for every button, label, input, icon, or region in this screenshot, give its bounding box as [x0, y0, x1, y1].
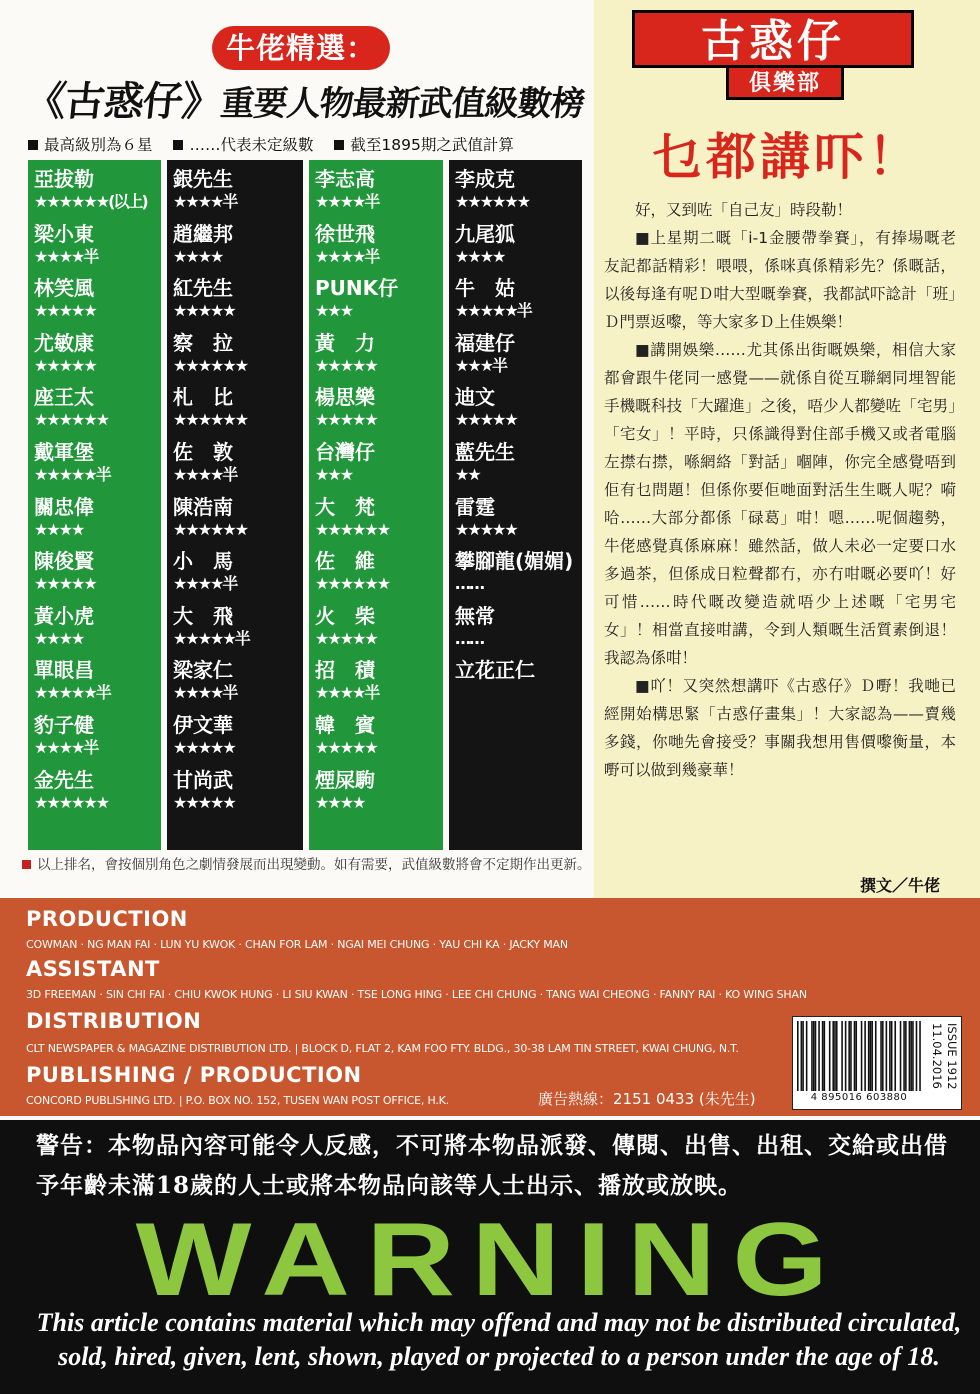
character-name: 關忠偉	[34, 494, 94, 519]
star-rating: ★★★★★	[173, 301, 235, 321]
credit-heading-production: PRODUCTION	[26, 907, 188, 931]
star-rating: ★★★★★★	[173, 410, 248, 430]
barcode-bar	[912, 1021, 914, 1091]
star-rating: ★★★★★半	[173, 628, 249, 648]
ranking-entry	[28, 221, 161, 275]
character-name: 亞拔勒	[34, 167, 94, 191]
character-name: 黃小虎	[34, 603, 94, 628]
issue-number: ISSUE 1912	[945, 1023, 959, 1090]
ad-hotline: 廣告熱線：2151 0433 (朱先生)	[538, 1090, 756, 1108]
character-name: 單眼昌	[34, 658, 94, 683]
ranking-entry	[167, 548, 303, 602]
ranking-entry	[28, 166, 161, 220]
character-name: 牛 姑	[455, 276, 515, 301]
ranking-entry	[28, 439, 161, 493]
ranking-entry	[449, 221, 582, 275]
ranking-entry	[167, 439, 303, 493]
article-paragraph: ■講開娛樂……尤其係出街嘅娛樂，相信大家都會跟牛佬同一感覺——就係自從互聯網同埋智能手機嘅科技「大躍進」之後，唔少人都變咗「宅男」「宅女」！平時，只係識得對住部手機又或者電腦左㩒右㩒，喺網絡「對話」嗰陣，你完全感覺唔到佢有乜問題！但係你要佢哋面對活生生嘅人呢？嗬哈……大部分都係「碌葛」咁！嗯……呢個趨勢，牛佬感覺真係麻麻！雖然話，做人未必一定要口水多過茶，但係成日粒聲都冇，亦冇咁嘅必要吖！好可惜……時代嘅改變造就唔少上述嘅「宅男宅女」！相當直接咁講，令到人類嘅生活質素倒退！我認為係咁！	[604, 341, 956, 667]
character-name: 銀先生	[173, 167, 233, 191]
star-rating: ★★★★★	[34, 301, 96, 321]
star-rating: ★★★★★★	[315, 519, 390, 539]
character-name: 伊文華	[173, 713, 233, 737]
star-rating: ★★★★半	[173, 574, 237, 594]
footnote-text: 以上排名，會按個別角色之劇情發展而出現變動。如有需要，武值級數將會不定期作出更新。	[37, 857, 591, 873]
barcode-bar	[802, 1021, 804, 1091]
character-name: 佐 敦	[173, 440, 233, 464]
star-rating: ……	[455, 574, 483, 594]
barcode-bar	[909, 1021, 911, 1091]
character-name: 豹子健	[34, 713, 94, 737]
issue-label	[925, 1021, 957, 1105]
barcode-digits: 4 895016 603880	[810, 1092, 908, 1103]
barcode-bar	[891, 1021, 893, 1091]
ranking-entry	[28, 548, 161, 602]
star-rating: ★★★★★	[315, 355, 377, 375]
character-name: 福建仔	[455, 330, 515, 355]
star-rating: ★★★★半	[173, 683, 237, 703]
star-rating: ★★★★半	[173, 465, 237, 484]
square-bullet-icon	[28, 140, 38, 150]
ranking-entry	[167, 275, 303, 329]
square-bullet-icon	[22, 860, 31, 869]
title-rest: 重要人物最新武值級數榜	[218, 84, 586, 124]
star-rating: ★★★★★半	[455, 301, 531, 321]
ranking-entry	[167, 384, 303, 438]
barcode-bar	[910, 1021, 912, 1091]
barcode-bar	[822, 1021, 824, 1091]
character-name: 陳俊賢	[34, 549, 94, 574]
star-rating: ★★★★半	[315, 246, 379, 266]
note-2: ……代表未定級數	[189, 136, 314, 154]
character-name: 立花正仁	[455, 658, 535, 683]
ranking-entry	[449, 494, 582, 548]
ranking-entry	[449, 657, 582, 711]
star-rating: ★★★★	[315, 792, 365, 812]
ranking-entry	[167, 657, 303, 711]
article-paragraph: ■上星期二嘅「i-1金腰帶拳賽」，有捧場嘅老友記都話精彩！喂喂，係咪真係精彩先？係嘅話，以後每逢有呢Ｄ咁大型嘅拳賽，我都試吓諗計「班」Ｄ門票返嚟，等大家多Ｄ上佳娛樂！	[604, 229, 956, 331]
barcode-bar	[919, 1021, 921, 1091]
ranking-entry	[167, 603, 303, 657]
character-name: 黃 力	[315, 330, 375, 355]
barcode-bar	[871, 1021, 873, 1091]
star-rating: ★★★半	[455, 355, 507, 375]
star-rating: ★★★★★	[173, 738, 235, 757]
barcode-bar	[900, 1021, 902, 1091]
ranking-entry	[28, 767, 161, 821]
ranking-entry	[309, 439, 443, 493]
ranking-entry	[449, 384, 582, 438]
character-name: 大 梵	[315, 494, 375, 519]
ranking-entry	[28, 330, 161, 384]
barcode-bar	[811, 1021, 813, 1091]
barcode-bar	[870, 1021, 872, 1091]
star-rating: ★★★★★	[455, 519, 517, 539]
ranking-column-4	[449, 160, 582, 850]
barcode-bar	[845, 1021, 847, 1091]
ranking-entry	[449, 548, 582, 602]
star-rating: ★★★★半	[34, 246, 98, 266]
star-rating: ★★★★★★	[173, 519, 248, 539]
ranking-entry	[309, 384, 443, 438]
ranking-entry	[309, 657, 443, 711]
star-rating: ★★★★★	[315, 628, 377, 648]
star-rating: ★★★★★★	[455, 192, 530, 211]
barcode-bar	[848, 1021, 850, 1091]
barcode-bar	[818, 1021, 820, 1091]
ranking-entry	[309, 603, 443, 657]
star-rating: ★★★★半	[34, 738, 98, 757]
barcode-bar	[824, 1021, 826, 1091]
ranking-entry	[309, 275, 443, 329]
character-name: 趙繼邦	[173, 221, 233, 246]
square-bullet-icon	[173, 140, 183, 150]
star-rating: ★★★★★	[34, 574, 96, 594]
barcode-bar	[832, 1021, 834, 1091]
ranking-entry	[28, 712, 161, 766]
ranking-entry	[309, 767, 443, 821]
credit-heading-publishing: PUBLISHING / PRODUCTION	[26, 1063, 362, 1087]
byline: 撰文／牛佬	[859, 876, 940, 895]
star-rating: ★★★★★	[315, 410, 377, 430]
credit-line-assistant: 3D FREEMAN · SIN CHI FAI · CHIU KWOK HUNG · LI SIU KWAN · TSE LONG HING · LEE CHI CHUNG · TANG WAI CHEONG · FANNY RAI · KO WING SHAN	[26, 988, 807, 1001]
club-logo: 古惑仔	[632, 10, 914, 68]
ranking-entry	[167, 767, 303, 821]
warning-chinese: 警告：本物品內容可能令人反感，不可將本物品派發、傳閱、出售、出租、交給或出借予年齡未滿18歲的人士或將本物品向該等人士出示、播放或放映。	[36, 1132, 948, 1199]
ranking-entry	[309, 221, 443, 275]
character-name: 札 比	[173, 385, 233, 410]
barcode-bar	[829, 1021, 831, 1091]
character-name: PUNK仔	[315, 276, 399, 301]
character-name: 韓 賓	[315, 713, 375, 737]
warning-title: WARNING	[135, 1202, 845, 1318]
character-name: 佐 維	[315, 549, 375, 574]
barcode-bar	[801, 1021, 803, 1091]
ranking-entry	[167, 712, 303, 766]
character-name: 楊思樂	[315, 385, 375, 410]
character-name: 金先生	[34, 767, 94, 792]
barcode-bar	[886, 1021, 888, 1091]
character-name: 戴軍堡	[34, 440, 94, 464]
barcode-bar	[880, 1021, 882, 1091]
note-1: 最高級別為６星	[44, 136, 153, 154]
barcode-bar	[882, 1021, 884, 1091]
note-3: 截至1895期之武值計算	[350, 136, 514, 154]
barcode-bar	[797, 1021, 799, 1091]
ranking-entry	[167, 166, 303, 220]
character-name: 李志高	[315, 167, 375, 191]
barcode-bar	[806, 1021, 808, 1091]
star-rating: ★★★★★半	[34, 465, 110, 484]
character-name: 梁小東	[34, 221, 94, 246]
ranking-entry	[449, 439, 582, 493]
barcode-bar	[864, 1021, 866, 1091]
barcode-bar	[868, 1021, 870, 1091]
title-italic: 《古惑仔》	[23, 79, 224, 125]
ranking-entry	[449, 166, 582, 220]
star-rating: ★★★★半	[315, 192, 379, 211]
ranking-entry	[309, 548, 443, 602]
star-rating: ★★★	[315, 465, 353, 484]
barcode-bar	[861, 1021, 863, 1091]
article-paragraph: 好，又到咗「自己友」時段勒！	[635, 201, 853, 219]
star-rating: ★★★★★	[173, 792, 235, 812]
issue-date: 11.04.2016	[930, 1023, 944, 1089]
star-rating: ★★★★	[455, 246, 505, 266]
character-name: 甘尚武	[173, 767, 233, 792]
barcode	[792, 1016, 962, 1110]
character-name: 尤敏康	[34, 330, 94, 355]
character-name: 小 馬	[173, 549, 233, 574]
character-name: 李成克	[455, 167, 515, 191]
ranking-entry	[309, 166, 443, 220]
character-name: 林笑風	[34, 276, 94, 301]
star-rating: ★★★★半	[173, 192, 237, 211]
ranking-entry	[449, 603, 582, 657]
character-name: 陳浩南	[173, 494, 233, 519]
ranking-entry	[309, 712, 443, 766]
ranking-entry	[28, 494, 161, 548]
barcode-bar	[875, 1021, 877, 1091]
character-name: 大 飛	[173, 603, 233, 628]
barcode-bar	[889, 1021, 891, 1091]
credit-line-distribution: CLT NEWSPAPER & MAGAZINE DISTRIBUTION LTD. | BLOCK D, FLAT 2, KAM FOO FTY. BLDG., 30-38 LAM TIN STREET, KWAI CHUNG, N.T.	[26, 1042, 739, 1055]
ranking-footnote	[22, 856, 592, 896]
character-name: 九尾狐	[455, 221, 515, 246]
ranking-entry	[28, 657, 161, 711]
column-headline: 乜都講吓！	[652, 128, 922, 186]
square-bullet-icon	[334, 140, 344, 150]
barcode-bars-icon	[797, 1021, 921, 1091]
star-rating: ★★★★★★	[173, 355, 248, 375]
club-logo-sub: 俱樂部	[726, 68, 844, 100]
character-name: 梁家仁	[173, 658, 233, 683]
ranking-entry	[167, 494, 303, 548]
ranking-entry	[28, 384, 161, 438]
ranking-entry	[28, 275, 161, 329]
star-rating: ★★★★半	[315, 683, 379, 703]
credit-line-publishing: CONCORD PUBLISHING LTD. | P.O. BOX NO. 152, TUSEN WAN POST OFFICE, H.K.	[26, 1094, 449, 1107]
character-name: 無常	[455, 603, 495, 628]
ranking-entry	[309, 330, 443, 384]
barcode-bar	[903, 1021, 905, 1091]
character-name: 座王太	[34, 385, 94, 410]
star-rating: ★★★★★	[34, 355, 96, 375]
character-name: 迪文	[455, 385, 495, 410]
credit-heading-distribution: DISTRIBUTION	[26, 1009, 202, 1033]
page-title	[23, 74, 589, 130]
credit-line-production: COWMAN · NG MAN FAI · LUN YU KWOK · CHAN FOR LAM · NGAI MEI CHUNG · YAU CHI KA · JACKY MAN	[26, 938, 568, 951]
ranking-entry	[28, 603, 161, 657]
barcode-bar	[834, 1021, 836, 1091]
barcode-bar	[916, 1021, 918, 1091]
star-rating: ……	[455, 628, 483, 648]
character-name: 察 拉	[173, 330, 233, 355]
article-paragraph: ■吖！又突然想講吓《古惑仔》Ｄ嘢！我哋已經開始構思緊「古惑仔畫集」！大家認為——賣幾多錢，你哋先會接受？事關我想用售價嚟衡量，本嘢可以做到幾豪華！	[604, 677, 956, 779]
ranking-column-2	[167, 160, 303, 850]
star-rating: ★★★★★	[455, 410, 517, 430]
star-rating: ★★★★★★	[315, 574, 390, 594]
notes-row	[28, 134, 590, 156]
character-name: 招 積	[315, 658, 375, 683]
barcode-bar	[813, 1021, 815, 1091]
star-rating: ★★★★★★	[34, 410, 109, 430]
character-name: 台灣仔	[315, 440, 375, 464]
ranking-entry	[167, 330, 303, 384]
ranking-entry	[309, 494, 443, 548]
column-article	[604, 196, 956, 868]
star-rating: ★★★	[315, 301, 353, 321]
barcode-bar	[850, 1021, 852, 1091]
character-name: 徐世飛	[315, 221, 375, 246]
section-pill: 牛佬精選：	[212, 26, 390, 70]
barcode-bar	[905, 1021, 907, 1091]
character-name: 攀腳龍(媚媚)	[455, 549, 574, 574]
star-rating: ★★★★★★	[34, 792, 109, 812]
ranking-column-1	[28, 160, 161, 850]
star-rating: ★★★★	[173, 246, 223, 266]
barcode-bar	[855, 1021, 857, 1091]
ranking-entry	[167, 221, 303, 275]
star-rating: ★★★★★★(以上)	[34, 192, 147, 211]
character-name: 藍先生	[455, 440, 515, 464]
credit-heading-assistant: ASSISTANT	[26, 957, 160, 981]
character-name: 煙屎駒	[315, 767, 375, 792]
barcode-bar	[836, 1021, 838, 1091]
ranking-entry	[449, 275, 582, 329]
barcode-bar	[815, 1021, 817, 1091]
character-name: 火 柴	[315, 603, 375, 628]
barcode-bar	[894, 1021, 896, 1091]
barcode-bar	[854, 1021, 856, 1091]
ranking-column-3	[309, 160, 443, 850]
star-rating: ★★	[455, 465, 480, 484]
star-rating: ★★★★★	[315, 738, 377, 757]
barcode-bar	[841, 1021, 843, 1091]
character-name: 紅先生	[173, 276, 233, 301]
star-rating: ★★★★★半	[34, 683, 110, 703]
warning-english: This article contains material which may offend and may not be distributed circulated, sold, hired, given, lent, shown, played or projected to a person under the age of 18.	[36, 1308, 962, 1371]
star-rating: ★★★★	[34, 628, 84, 648]
ranking-entry	[449, 330, 582, 384]
character-name: 雷霆	[455, 494, 495, 519]
star-rating: ★★★★	[34, 519, 84, 539]
